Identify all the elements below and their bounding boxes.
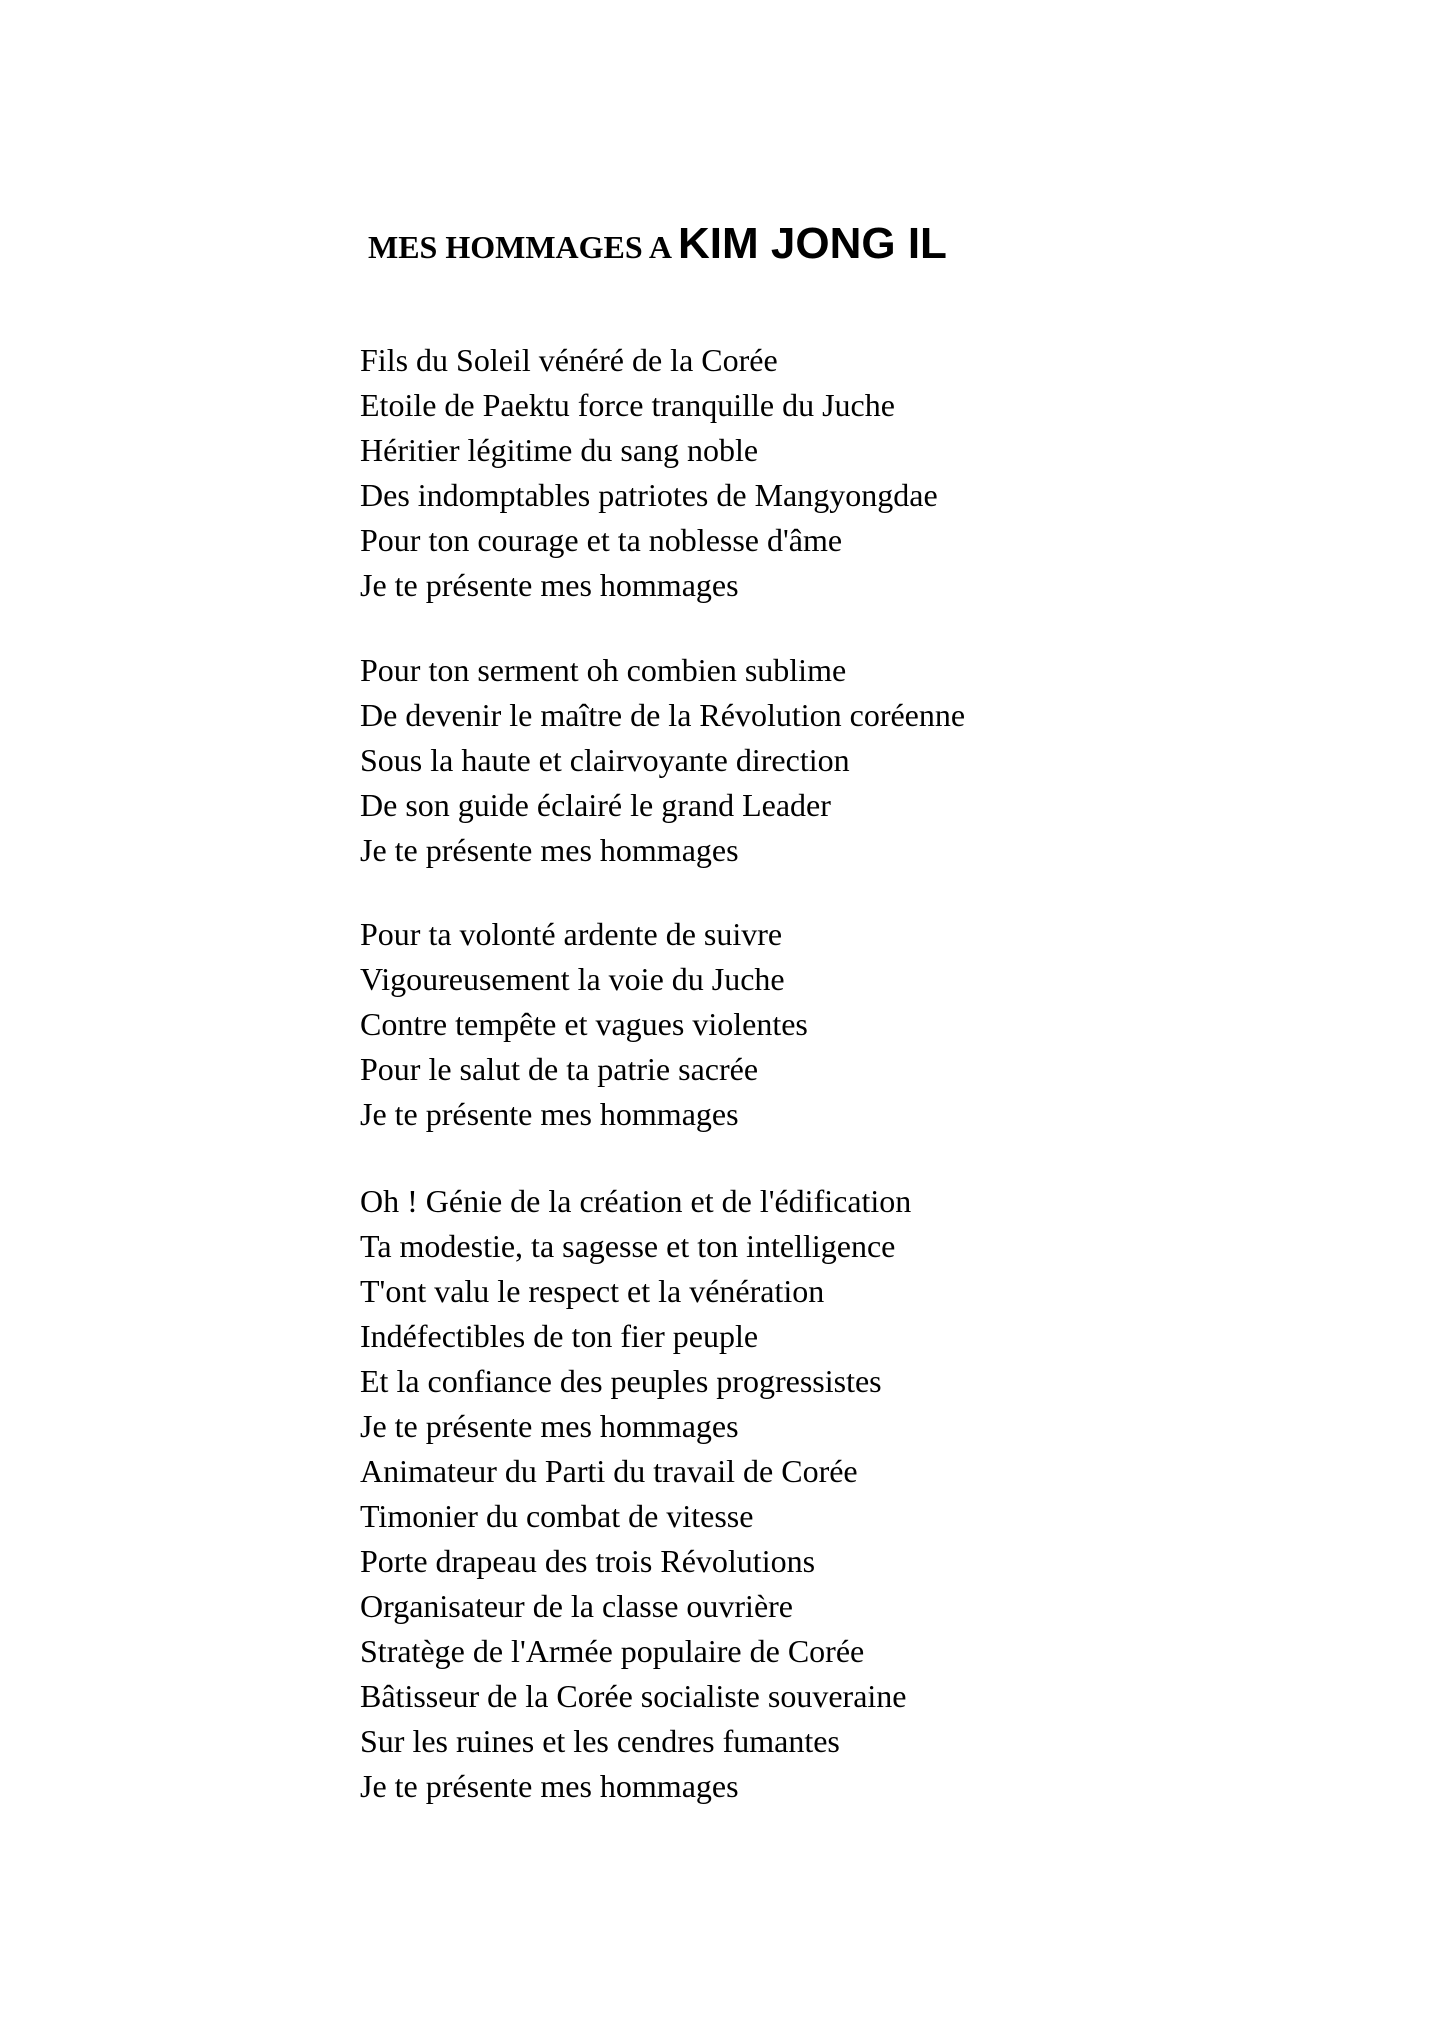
- poem-line: Je te présente mes hommages: [360, 1768, 739, 1804]
- poem-line: Animateur du Parti du travail de Corée: [360, 1453, 858, 1489]
- poem-line: Sous la haute et clairvoyante direction: [360, 742, 850, 778]
- poem-line: Fils du Soleil vénéré de la Corée: [360, 342, 778, 378]
- title-part-1: MES HOMMAGES A: [368, 229, 673, 265]
- title-part-2: KIM JONG IL: [678, 219, 947, 268]
- poem-line: Contre tempête et vagues violentes: [360, 1006, 808, 1042]
- poem-line: Je te présente mes hommages: [360, 1096, 739, 1132]
- poem-line: Et la confiance des peuples progressistes: [360, 1363, 882, 1399]
- poem-line: De devenir le maître de la Révolution coréenne: [360, 697, 966, 733]
- poem-line: Pour ta volonté ardente de suivre: [360, 916, 783, 952]
- poem-line: Sur les ruines et les cendres fumantes: [360, 1723, 840, 1759]
- page-title: [368, 219, 947, 268]
- poem-line: Oh ! Génie de la création et de l'édification: [360, 1183, 912, 1219]
- stanza-4: [360, 1179, 965, 1809]
- poem-line: Je te présente mes hommages: [360, 1408, 739, 1444]
- poem-line: Organisateur de la classe ouvrière: [360, 1588, 793, 1624]
- poem-line: Héritier légitime du sang noble: [360, 432, 759, 468]
- poem-line: Je te présente mes hommages: [360, 567, 739, 603]
- poem-line: Je te présente mes hommages: [360, 832, 739, 868]
- poem-line: Pour ton courage et ta noblesse d'âme: [360, 522, 843, 558]
- poem-line: Pour ton serment oh combien sublime: [360, 652, 847, 688]
- poem-line: Pour le salut de ta patrie sacrée: [360, 1051, 759, 1087]
- stanza-2: [360, 648, 965, 873]
- poem-line: Vigoureusement la voie du Juche: [360, 961, 785, 997]
- stanza-1: [360, 338, 965, 608]
- poem-line: Des indomptables patriotes de Mangyongdae: [360, 477, 938, 513]
- poem-line: Etoile de Paektu force tranquille du Juche: [360, 387, 895, 423]
- stanza-3: [360, 912, 965, 1137]
- poem-line: Porte drapeau des trois Révolutions: [360, 1543, 816, 1579]
- poem-line: Indéfectibles de ton fier peuple: [360, 1318, 759, 1354]
- poem-line: Bâtisseur de la Corée socialiste souveraine: [360, 1678, 907, 1714]
- poem-line: Timonier du combat de vitesse: [360, 1498, 754, 1534]
- poem-line: De son guide éclairé le grand Leader: [360, 787, 831, 823]
- poem-body: [360, 338, 965, 1809]
- poem-line: Stratège de l'Armée populaire de Corée: [360, 1633, 865, 1669]
- poem-line: Ta modestie, ta sagesse et ton intelligence: [360, 1228, 896, 1264]
- poem-line: T'ont valu le respect et la vénération: [360, 1273, 825, 1309]
